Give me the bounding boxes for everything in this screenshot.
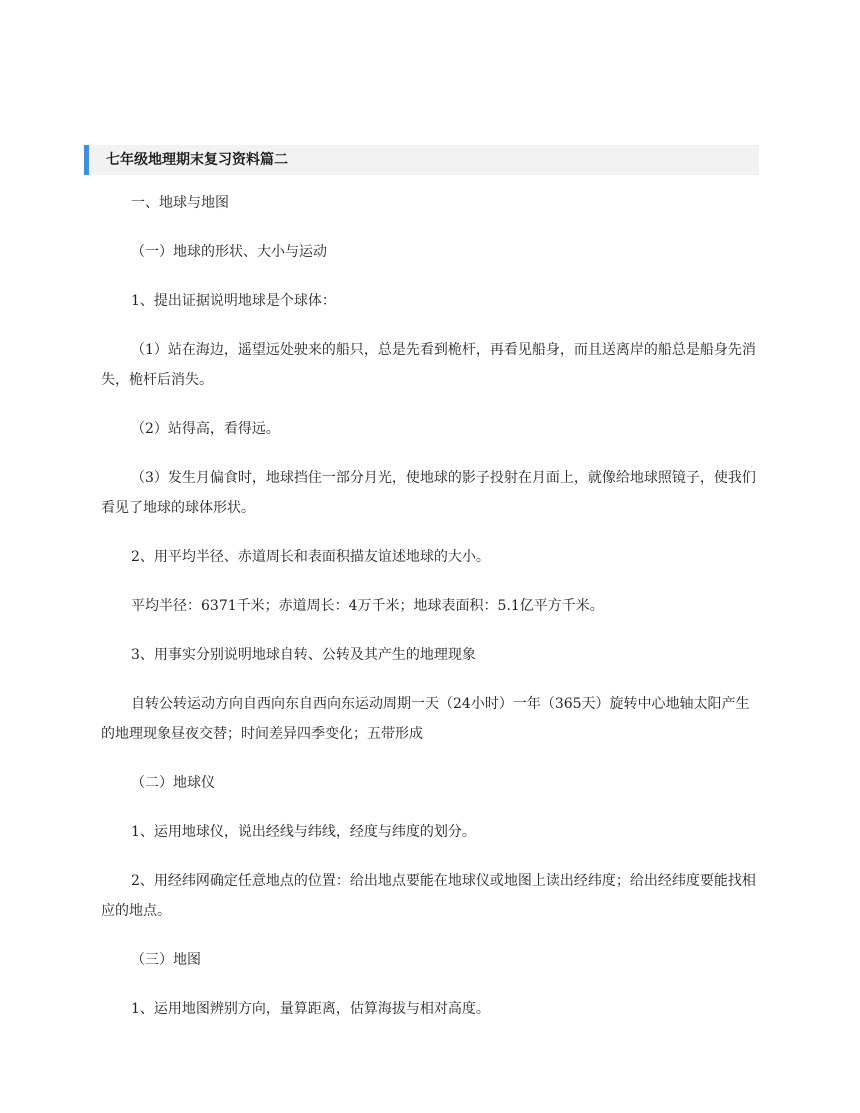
paragraph-6: （3）发生月偏食时，地球挡住一部分月光，使地球的影子投射在月面上，就像给地球照镜子，使我们看见了地球的球体形状。 [101, 470, 756, 516]
paragraph-2: （一）地球的形状、大小与运动 [131, 244, 327, 260]
paragraph-3: 1、提出证据说明地球是个球体： [131, 293, 336, 309]
paragraph-15: 1、运用地图辨别方向，量算距离，估算海拔与相对高度。 [131, 1001, 490, 1017]
section-heading-bar [84, 145, 759, 175]
paragraph-13: 2、用经纬网确定任意地点的位置：给出地点要能在地球仪或地图上读出经纬度；给出经纬度要能找相应的地点。 [101, 873, 756, 919]
paragraph-10: 自转公转运动方向自西向东自西向东运动周期一天（24小时）一年（365天）旋转中心地轴太阳产生的地理现象昼夜交替；时间差异四季变化；五带形成 [101, 696, 750, 742]
paragraph-9: 3、用事实分别说明地球自转、公转及其产生的地理现象 [131, 647, 476, 663]
paragraph-4: （1）站在海边，遥望远处驶来的船只，总是先看到桅杆，再看见船身，而且送离岸的船总是船身先消失，桅杆后消失。 [101, 342, 756, 388]
paragraph-14: （三）地图 [131, 952, 201, 968]
document-body [101, 188, 759, 1024]
paragraph-11: （二）地球仪 [131, 775, 215, 791]
section-heading: 七年级地理期末复习资料篇二 [106, 152, 288, 168]
paragraph-7: 2、用平均半径、赤道周长和表面积描友谊述地球的大小。 [131, 549, 490, 565]
paragraph-12: 1、运用地球仪，说出经线与纬线，经度与纬度的划分。 [131, 824, 476, 840]
paragraph-1: 一、地球与地图 [131, 195, 229, 211]
paragraph-8: 平均半径：6371千米；赤道周长：4万千米；地球表面积：5.1亿平方千米。 [131, 598, 604, 614]
paragraph-5: （2）站得高，看得远。 [131, 421, 280, 437]
